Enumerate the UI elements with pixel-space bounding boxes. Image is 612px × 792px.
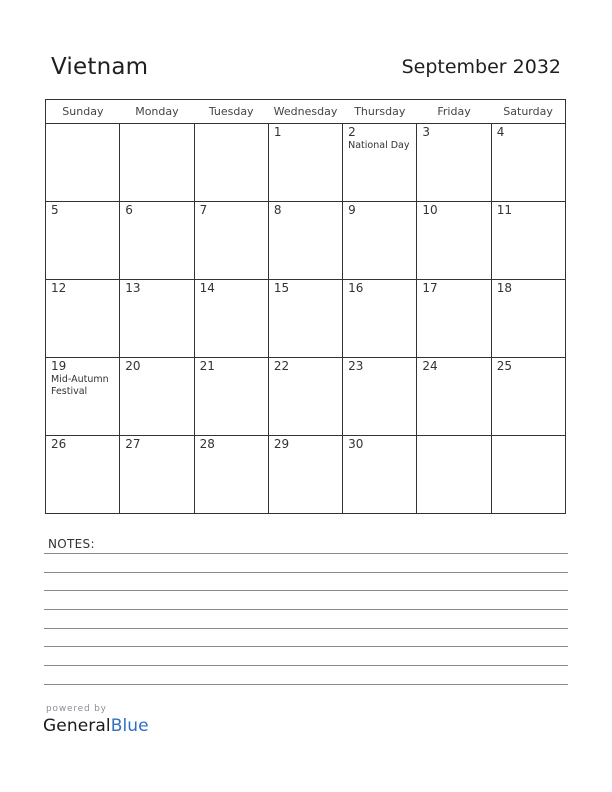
day-number: 16 xyxy=(348,281,364,295)
day-cell xyxy=(46,202,120,280)
day-number: 7 xyxy=(199,203,208,217)
day-number: 17 xyxy=(422,281,438,295)
day-number: 25 xyxy=(496,359,512,373)
month-year-title: September 2032 xyxy=(401,56,561,78)
day-cell xyxy=(46,358,120,436)
day-number: 24 xyxy=(422,359,438,373)
weekday-thursday: Thursday xyxy=(343,100,417,124)
day-number: 19 xyxy=(51,359,67,373)
day-cell xyxy=(46,124,120,202)
day-cell xyxy=(343,124,417,202)
week-row xyxy=(46,280,566,358)
day-number: 12 xyxy=(51,281,67,295)
day-cell xyxy=(120,124,194,202)
day-number: 30 xyxy=(348,437,364,451)
day-number: 6 xyxy=(125,203,133,217)
week-row xyxy=(46,202,566,280)
week-row xyxy=(46,436,566,514)
day-number: 14 xyxy=(199,281,215,295)
day-cell xyxy=(343,202,417,280)
calendar-grid xyxy=(45,99,566,514)
day-number: 20 xyxy=(125,359,141,373)
day-number xyxy=(120,124,193,125)
weekday-monday: Monday xyxy=(120,100,194,124)
day-cell xyxy=(120,202,194,280)
weekday-saturday: Saturday xyxy=(491,100,565,124)
day-number: 23 xyxy=(348,359,364,373)
day-cell xyxy=(268,124,342,202)
day-number: 21 xyxy=(199,359,215,373)
day-cell xyxy=(268,280,342,358)
day-cell xyxy=(491,124,565,202)
day-cell xyxy=(343,358,417,436)
day-number: 2 xyxy=(348,125,356,139)
day-number: 5 xyxy=(51,203,59,217)
day-cell xyxy=(46,280,120,358)
day-number: 13 xyxy=(125,281,141,295)
note-line xyxy=(44,684,568,685)
note-line xyxy=(44,572,568,573)
day-number: 9 xyxy=(348,203,356,217)
country-title: Vietnam xyxy=(51,54,149,80)
day-cell xyxy=(268,202,342,280)
day-number xyxy=(46,124,119,125)
day-cell xyxy=(194,202,268,280)
day-cell xyxy=(194,124,268,202)
day-number: 15 xyxy=(273,281,290,295)
day-number xyxy=(417,436,490,437)
day-number: 28 xyxy=(199,437,215,451)
day-cell xyxy=(417,124,491,202)
holiday-label: National Day xyxy=(348,140,410,151)
day-number: 3 xyxy=(422,125,431,139)
day-number: 26 xyxy=(51,437,67,451)
brand-blue: Blue xyxy=(110,716,149,736)
day-number: 10 xyxy=(422,203,438,217)
day-cell xyxy=(417,202,491,280)
day-number: 11 xyxy=(496,203,512,217)
day-number: 22 xyxy=(273,359,290,373)
weekday-wednesday: Wednesday xyxy=(268,100,342,124)
day-cell xyxy=(194,358,268,436)
weekday-friday: Friday xyxy=(417,100,491,124)
day-number: 29 xyxy=(273,437,290,451)
day-number: 8 xyxy=(273,203,282,217)
notes-label: NOTES: xyxy=(48,537,95,551)
note-line xyxy=(44,553,568,554)
note-line xyxy=(44,665,568,666)
week-row xyxy=(46,124,566,202)
generalblue-logo[interactable] xyxy=(43,716,149,736)
note-line xyxy=(44,590,568,591)
day-cell xyxy=(491,436,565,514)
day-cell xyxy=(268,436,342,514)
day-cell xyxy=(268,358,342,436)
day-cell xyxy=(120,280,194,358)
day-number: 27 xyxy=(125,437,141,451)
day-cell xyxy=(120,436,194,514)
note-line xyxy=(44,609,568,610)
day-number: 1 xyxy=(273,125,282,139)
day-cell xyxy=(194,280,268,358)
day-cell xyxy=(343,280,417,358)
note-line xyxy=(44,646,568,647)
day-cell xyxy=(194,436,268,514)
day-cell xyxy=(417,280,491,358)
day-cell xyxy=(46,436,120,514)
week-row xyxy=(46,358,566,436)
weekday-sunday: Sunday xyxy=(46,100,120,124)
day-cell xyxy=(417,358,491,436)
holiday-label: Mid-Autumn Festival xyxy=(51,374,109,397)
day-number: 18 xyxy=(496,281,512,295)
day-number xyxy=(492,436,565,437)
note-line xyxy=(44,628,568,629)
day-cell xyxy=(120,358,194,436)
powered-by-text: powered by xyxy=(46,704,107,714)
day-cell xyxy=(491,280,565,358)
brand-general: General xyxy=(43,716,111,736)
day-cell xyxy=(491,358,565,436)
day-cell xyxy=(491,202,565,280)
day-number xyxy=(195,124,268,125)
day-cell xyxy=(343,436,417,514)
weekday-tuesday: Tuesday xyxy=(194,100,268,124)
weekday-header-row xyxy=(46,100,566,124)
day-cell xyxy=(417,436,491,514)
day-number: 4 xyxy=(496,125,505,139)
